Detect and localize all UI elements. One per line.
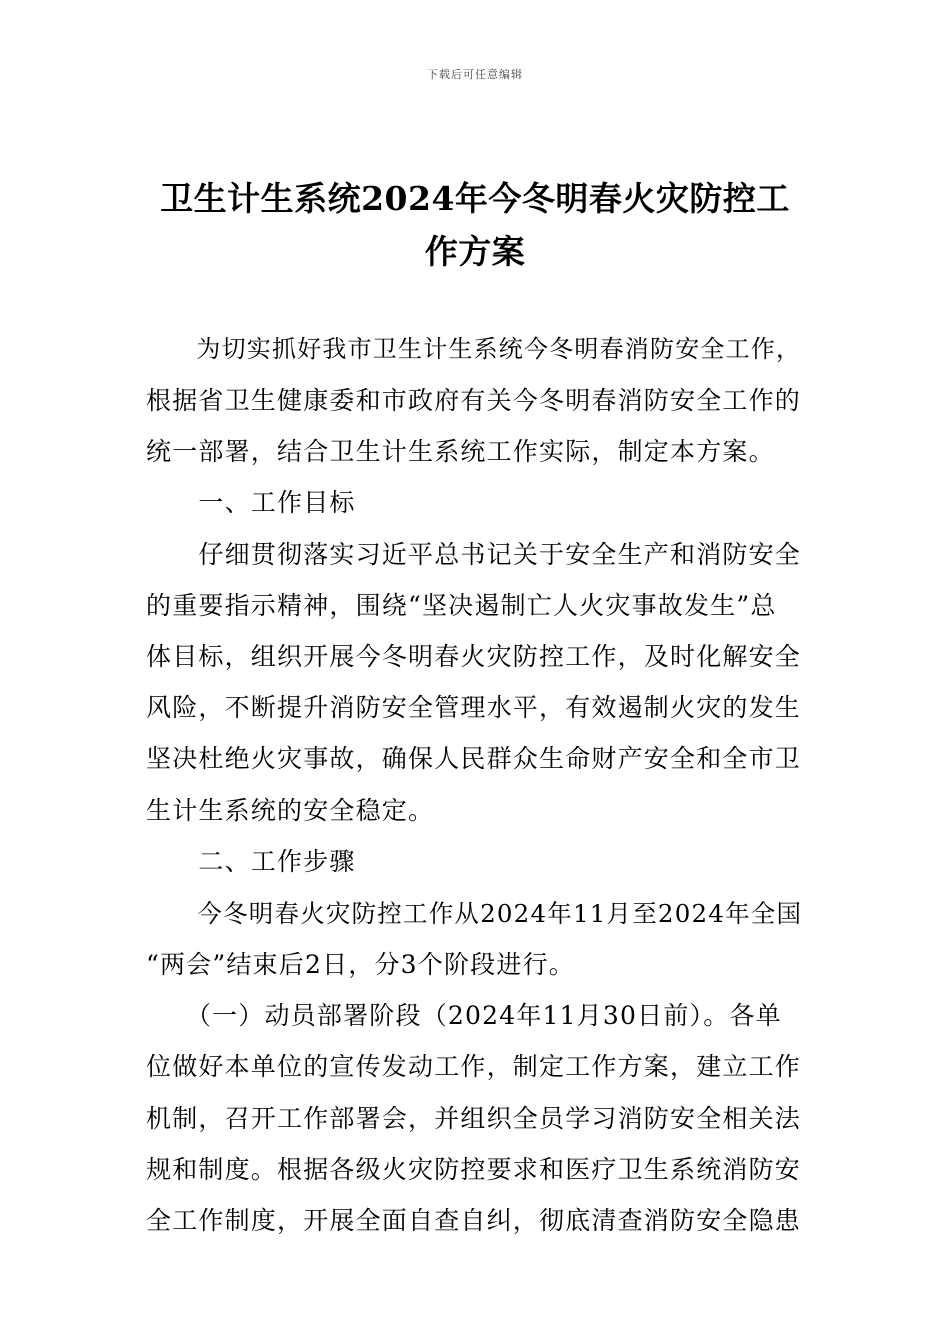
body-line: （一）动员部署阶段（2024年11月30日前）。各单 [146, 1001, 782, 1030]
body-line: 生计生系统的安全稳定。 [146, 796, 435, 825]
body-line: 坚决杜绝火灾事故，确保人民群众生命财产安全和全市卫 [146, 744, 802, 773]
body-line: 今冬明春火灾防控工作从2024年11月至2024年全国 [146, 899, 803, 928]
body-line: 统一部署，结合卫生计生系统工作实际，制定本方案。 [146, 437, 775, 466]
body-line: 根据省卫生健康委和市政府有关今冬明春消防安全工作的 [146, 386, 802, 415]
section-heading: 一、工作目标 [146, 488, 356, 517]
section-heading: 二、工作步骤 [146, 847, 356, 876]
body-line: 全工作制度，开展全面自查自纠，彻底清查消防安全隐患 [146, 1206, 802, 1235]
body-line: “两会”结束后2日，分3个阶段进行。 [146, 950, 575, 979]
body-line: 体目标，组织开展今冬明春火灾防控工作，及时化解安全 [146, 642, 802, 671]
body-line: 风险，不断提升消防安全管理水平，有效遏制火灾的发生 [146, 693, 802, 722]
body-line: 位做好本单位的宣传发动工作，制定工作方案，建立工作 [146, 1052, 802, 1081]
document-title-line-2: 作方案 [424, 232, 526, 271]
body-line: 的重要指示精神，围绕“坚决遏制亡人火灾事故发生”总 [146, 591, 777, 620]
body-line: 仔细贯彻落实习近平总书记关于安全生产和消防安全 [146, 540, 802, 569]
body-line: 规和制度。根据各级火灾防控要求和医疗卫生系统消防安 [146, 1155, 802, 1184]
body-line: 为切实抓好我市卫生计生系统今冬明春消防安全工作， [146, 335, 802, 363]
header-note: 下载后可任意编辑 [427, 68, 523, 81]
body-line: 机制，召开工作部署会，并组织全员学习消防安全相关法 [146, 1104, 802, 1133]
document-title-line-1: 卫生计生系统2024年今冬明春火灾防控工 [160, 179, 790, 218]
